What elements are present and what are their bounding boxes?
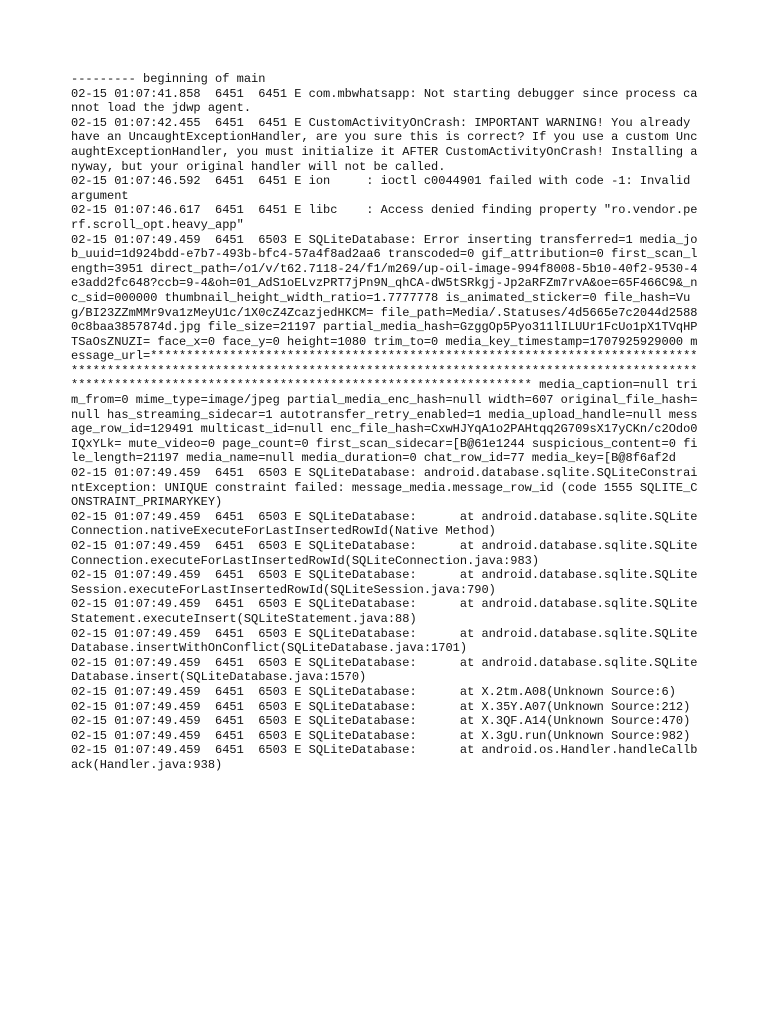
log-line-stack-frame: 02-15 01:07:49.459 6451 6503 E SQLiteDatabase: at android.database.sqlite.SQLiteStatement.executeInsert(SQLiteStatement.java:88) — [71, 597, 698, 626]
log-line-ion-error: 02-15 01:07:46.592 6451 6451 E ion : ioctl c0044901 failed with code -1: Invalid argument — [71, 174, 698, 203]
log-line-stack-frame: 02-15 01:07:49.459 6451 6503 E SQLiteDatabase: at android.database.sqlite.SQLiteConnection.nativeExecuteForLastInsertedRowId(Native Method) — [71, 509, 698, 539]
log-line-stack-frame: 02-15 01:07:49.459 6451 6503 E SQLiteDatabase: at X.2tm.A08(Unknown Source:6) — [71, 684, 676, 699]
log-line-stack-frame: 02-15 01:07:49.459 6451 6503 E SQLiteDatabase: at X.3QF.A14(Unknown Source:470) — [71, 714, 691, 729]
log-line-stack-frame: 02-15 01:07:49.459 6451 6503 E SQLiteDatabase: at android.database.sqlite.SQLiteSession.executeForLastInsertedRowId(SQLiteSession.java:790) — [71, 568, 698, 597]
log-line-crash-handler-warning: 02-15 01:07:42.455 6451 6451 E CustomActivityOnCrash: IMPORTANT WARNING! You already have an UncaughtExceptionHandler, are you sure this is correct? If you use a custom UncaughtExceptionHandler, you must initialize it AFTER CustomActivityOnCrash! Installing anyway, but your original handler will not be called. — [71, 115, 698, 174]
log-line-stack-frame: 02-15 01:07:49.459 6451 6503 E SQLiteDatabase: at X.3gU.run(Unknown Source:982) — [71, 728, 691, 743]
log-line-stack-frame: 02-15 01:07:49.459 6451 6503 E SQLiteDatabase: at X.35Y.A07(Unknown Source:212) — [71, 699, 691, 714]
log-line-stack-frame: 02-15 01:07:49.459 6451 6503 E SQLiteDatabase: at android.database.sqlite.SQLiteDatabase.insert(SQLiteDatabase.java:1570) — [71, 655, 698, 685]
log-line-sqlite-insert-error: 02-15 01:07:49.459 6451 6503 E SQLiteDatabase: Error inserting transferred=1 media_job_uuid=1d924bdd-e7b7-493b-bfc4-57a4f8ad2aa6 transcoded=0 gif_attribution=0 first_scan_length=3951 direct_path=/o1/v/t62.7118-24/f1/m269/up-oil-image-994f8008-5b10-40f2-9530-4e3add2fc648?ccb=9-4&oh=01_AdS1oELvzPRT7jPn9N_qhCA-dW5tSRkgj-Jp2aRFZm7rvA&oe=65F466C9&_nc_sid=000000 thumbnail_height_width_ratio=1.7777778 is_animated_sticker=0 file_hash=Vug/BI23ZZmMMr9va1zMeyU1c/1X0cZ4ZcazjedHKCM= file_path=Media/.Statuses/4d5665e7c2044d25880c8baa3857874d.jpg file_size=21197 partial_media_hash=GzggOp5Pyo311lILUUr1FcUo1pX1TVqHPTSaOsZNUZI= face_x=0 face_y=0 height=1080 trim_to=0 media_key_timestamp=1707925929000 message_url=*********************************************************************************************************************************************************************************************************************************** media_caption=null trim_from=0 mime_type=image/jpeg partial_media_enc_hash=null width=607 original_file_hash=null has_streaming_sidecar=1 autotransfer_retry_enabled=1 media_upload_handle=null message_row_id=129491 multicast_id=null enc_file_hash=CxwHJYqA1o2PAHtqq2G709sX17yCKn/c2Odo0IQxYLk= mute_video=0 page_count=0 first_scan_sidecar=[B@61e1244 suspicious_content=0 file_length=21197 media_name=null media_duration=0 chat_row_id=77 media_key=[B@8f6af2d — [71, 232, 698, 466]
log-document — [71, 72, 703, 773]
log-line-stack-frame: 02-15 01:07:49.459 6451 6503 E SQLiteDatabase: at android.os.Handler.handleCallback(Handler.java:938) — [71, 743, 698, 772]
log-line-main-header: --------- beginning of main — [71, 72, 266, 86]
log-line-sqlite-constraint-exception: 02-15 01:07:49.459 6451 6503 E SQLiteDatabase: android.database.sqlite.SQLiteConstraintException: UNIQUE constraint failed: message_media.message_row_id (code 1555 SQLITE_CONSTRAINT_PRIMARYKEY) — [71, 466, 698, 510]
log-line-stack-frame: 02-15 01:07:49.459 6451 6503 E SQLiteDatabase: at android.database.sqlite.SQLiteConnection.executeForLastInsertedRowId(SQLiteConnection.java:983) — [71, 539, 698, 568]
log-line-libc-error: 02-15 01:07:46.617 6451 6451 E libc : Access denied finding property "ro.vendor.perf.scroll_opt.heavy_app" — [71, 203, 698, 232]
log-line-stack-frame: 02-15 01:07:49.459 6451 6503 E SQLiteDatabase: at android.database.sqlite.SQLiteDatabase.insertWithOnConflict(SQLiteDatabase.java:1701) — [71, 626, 698, 656]
log-line-debugger-warning: 02-15 01:07:41.858 6451 6451 E com.mbwhatsapp: Not starting debugger since process cannot load the jdwp agent. — [71, 86, 698, 116]
